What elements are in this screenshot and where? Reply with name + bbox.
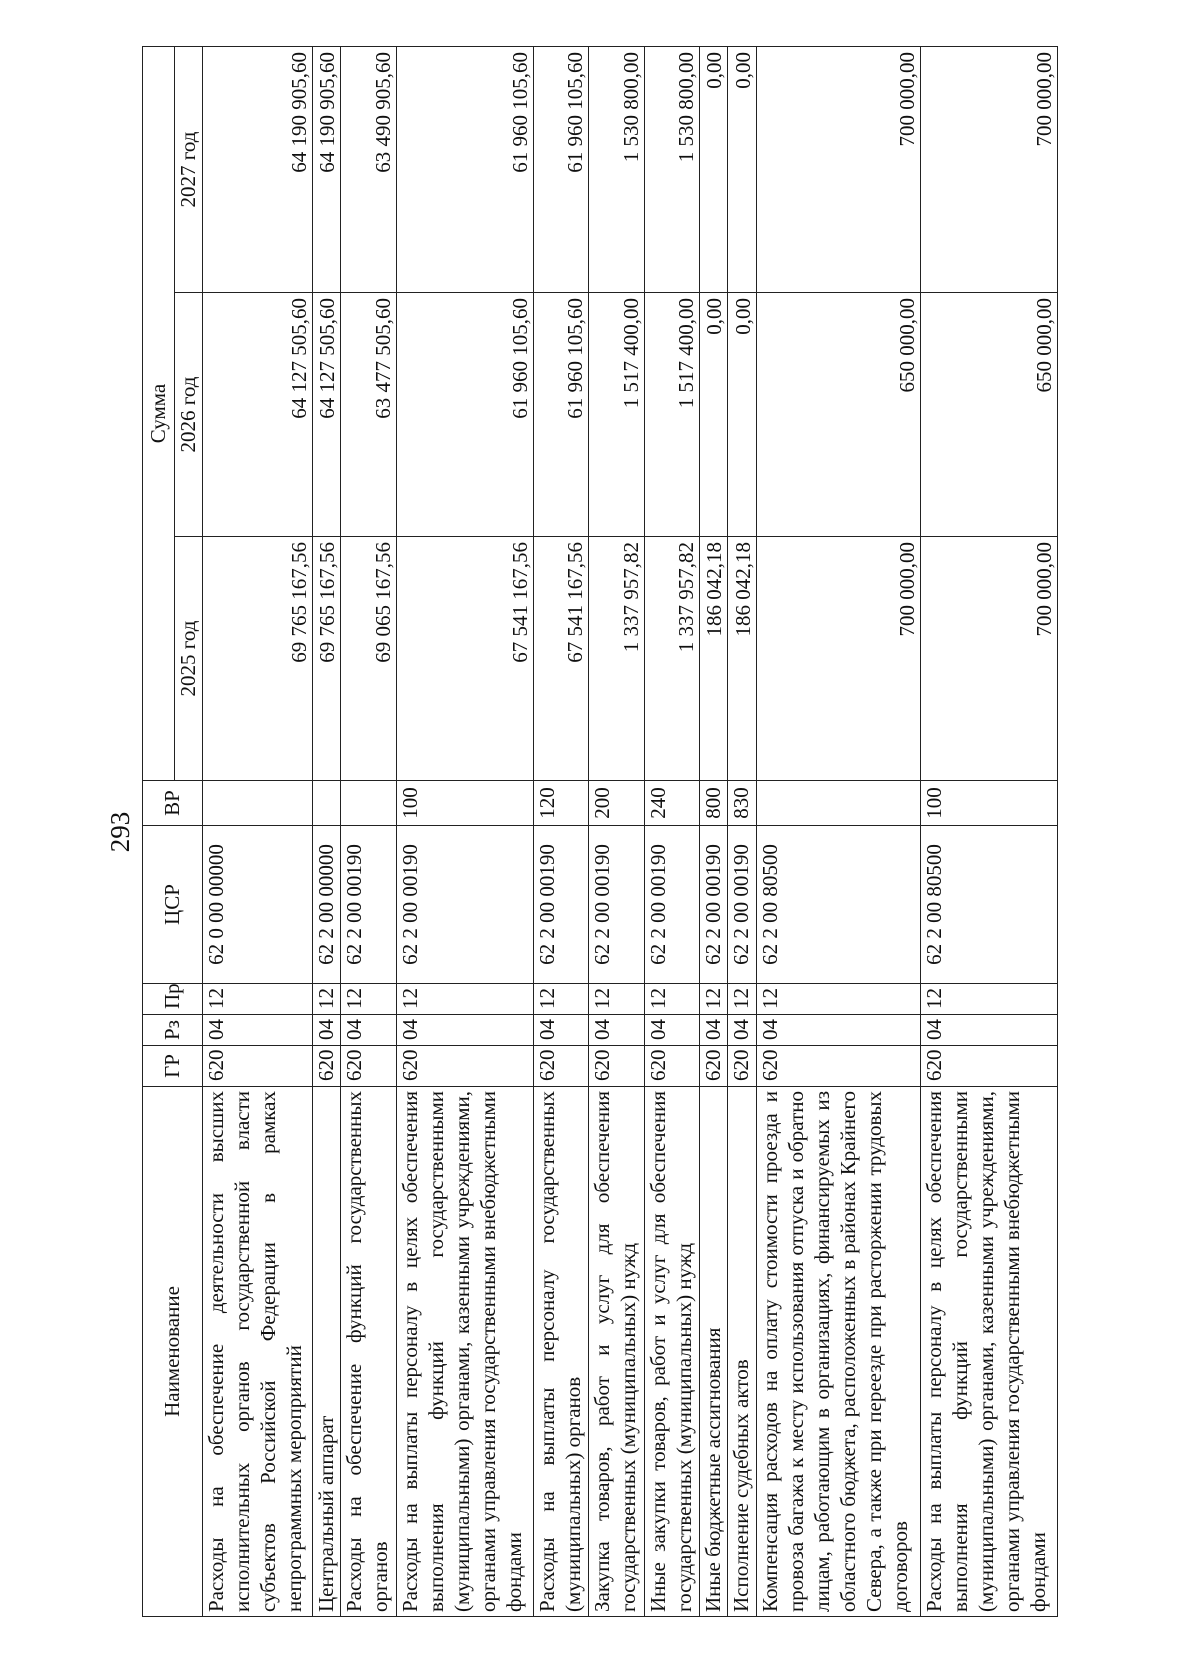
row-gr-cell: 620 [644, 1046, 699, 1087]
row-csr-cell: 62 2 00 80500 [920, 826, 1057, 984]
row-gr-cell: 620 [920, 1046, 1057, 1087]
row-rz-cell: 04 [644, 1015, 699, 1046]
row-vr-cell: 800 [700, 781, 728, 826]
row-rz-cell: 04 [312, 1015, 340, 1046]
budget-table [142, 46, 1058, 1617]
row-2027-cell: 63 490 905,60 [341, 46, 396, 292]
row-csr-cell: 62 2 00 00190 [396, 826, 533, 984]
row-csr-cell: 62 2 00 00190 [589, 826, 644, 984]
row-name-cell: Компенсация расходов на оплату стоимости проезда и провоза багажа к месту использования отпуска и обратно лицам, работающим в организациях, финансируемых из областного бюджета, расположенных в районах Крайнего Севера, а также при переезде при расторжении трудовых договоров [756, 1087, 920, 1617]
row-vr-cell [341, 781, 396, 826]
row-name-cell: Расходы на обеспечение деятельности высших исполнительных органов государственной власти субъектов Российской Федерации в рамках непрограммных мероприятий [203, 1087, 313, 1617]
row-2025-cell: 69 065 167,56 [341, 537, 396, 781]
row-2025-cell: 1 337 957,82 [589, 537, 644, 781]
row-vr-cell: 830 [728, 781, 756, 826]
header-pr: Пр [143, 984, 203, 1015]
row-gr-cell: 620 [589, 1046, 644, 1087]
row-gr-cell: 620 [341, 1046, 396, 1087]
row-2025-cell: 67 541 167,56 [396, 537, 533, 781]
budget-table-rotated [142, 47, 1058, 1617]
row-rz-cell: 04 [533, 1015, 588, 1046]
row-2026-cell: 61 960 105,60 [533, 293, 588, 537]
row-pr-cell: 12 [312, 984, 340, 1015]
row-gr-cell: 620 [533, 1046, 588, 1087]
row-2025-cell: 186 042,18 [728, 537, 756, 781]
row-name-cell: Центральный аппарат [312, 1087, 340, 1617]
row-vr-cell: 100 [920, 781, 1057, 826]
row-vr-cell [203, 781, 313, 826]
row-csr-cell: 62 2 00 00190 [533, 826, 588, 984]
row-name-cell: Иные закупки товаров, работ и услуг для обеспечения государственных (муниципальных) нужд [644, 1087, 699, 1617]
row-pr-cell: 12 [396, 984, 533, 1015]
row-2026-cell: 1 517 400,00 [589, 293, 644, 537]
row-pr-cell: 12 [920, 984, 1057, 1015]
row-pr-cell: 12 [203, 984, 313, 1015]
row-2026-cell: 1 517 400,00 [644, 293, 699, 537]
row-2027-cell: 1 530 800,00 [589, 46, 644, 292]
row-gr-cell: 620 [728, 1046, 756, 1087]
row-name-cell: Закупка товаров, работ и услуг для обеспечения государственных (муниципальных) нужд [589, 1087, 644, 1617]
row-2025-cell: 69 765 167,56 [203, 537, 313, 781]
row-2027-cell: 61 960 105,60 [396, 46, 533, 292]
row-name-cell: Исполнение судебных актов [728, 1087, 756, 1617]
row-csr-cell: 62 2 00 00190 [644, 826, 699, 984]
row-2026-cell: 0,00 [700, 293, 728, 537]
table-row [920, 46, 1057, 1616]
row-rz-cell: 04 [589, 1015, 644, 1046]
row-2025-cell: 186 042,18 [700, 537, 728, 781]
table-body [203, 46, 1058, 1616]
header-rz: Рз [143, 1015, 203, 1046]
header-year-2026: 2026 год [175, 293, 203, 537]
table-row [644, 46, 699, 1616]
row-rz-cell: 04 [920, 1015, 1057, 1046]
row-rz-cell: 04 [203, 1015, 313, 1046]
row-2027-cell: 700 000,00 [756, 46, 920, 292]
row-csr-cell: 62 2 00 80500 [756, 826, 920, 984]
table-row [312, 46, 340, 1616]
table-header [143, 46, 203, 1616]
row-rz-cell: 04 [756, 1015, 920, 1046]
table-row [589, 46, 644, 1616]
table-row [700, 46, 728, 1616]
header-vr: ВР [143, 781, 203, 826]
row-2025-cell: 1 337 957,82 [644, 537, 699, 781]
row-2026-cell: 63 477 505,60 [341, 293, 396, 537]
header-csr: ЦСР [143, 826, 203, 984]
row-vr-cell: 200 [589, 781, 644, 826]
row-2027-cell: 64 190 905,60 [203, 46, 313, 292]
row-pr-cell: 12 [644, 984, 699, 1015]
row-gr-cell: 620 [756, 1046, 920, 1087]
row-2027-cell: 0,00 [728, 46, 756, 292]
row-2026-cell: 61 960 105,60 [396, 293, 533, 537]
row-csr-cell: 62 2 00 00190 [700, 826, 728, 984]
row-pr-cell: 12 [728, 984, 756, 1015]
row-rz-cell: 04 [341, 1015, 396, 1046]
row-rz-cell: 04 [728, 1015, 756, 1046]
row-csr-cell: 62 0 00 00000 [203, 826, 313, 984]
row-name-cell: Расходы на выплаты персоналу в целях обеспечения выполнения функций государственными (муниципальными) органами, казенными учреждениями, органами управления государственными внебюджетными фондами [920, 1087, 1057, 1617]
header-sum: Сумма [143, 46, 175, 780]
row-2026-cell: 64 127 505,60 [203, 293, 313, 537]
row-2025-cell: 67 541 167,56 [533, 537, 588, 781]
row-rz-cell: 04 [700, 1015, 728, 1046]
page-number: 293 [105, 811, 135, 853]
table-row [341, 46, 396, 1616]
row-vr-cell: 240 [644, 781, 699, 826]
row-pr-cell: 12 [341, 984, 396, 1015]
row-gr-cell: 620 [396, 1046, 533, 1087]
row-name-cell: Расходы на обеспечение функций государственных органов [341, 1087, 396, 1617]
row-gr-cell: 620 [312, 1046, 340, 1087]
row-2026-cell: 650 000,00 [756, 293, 920, 537]
row-2025-cell: 69 765 167,56 [312, 537, 340, 781]
header-name: Наименование [143, 1087, 203, 1617]
row-vr-cell: 120 [533, 781, 588, 826]
row-2027-cell: 1 530 800,00 [644, 46, 699, 292]
row-vr-cell [756, 781, 920, 826]
row-name-cell: Расходы на выплаты персоналу государственных (муниципальных) органов [533, 1087, 588, 1617]
row-2026-cell: 650 000,00 [920, 293, 1057, 537]
table-row [203, 46, 313, 1616]
row-vr-cell: 100 [396, 781, 533, 826]
header-year-2027: 2027 год [175, 46, 203, 292]
table-row [728, 46, 756, 1616]
row-2025-cell: 700 000,00 [756, 537, 920, 781]
row-2027-cell: 61 960 105,60 [533, 46, 588, 292]
row-pr-cell: 12 [700, 984, 728, 1015]
row-2027-cell: 700 000,00 [920, 46, 1057, 292]
row-name-cell: Иные бюджетные ассигнования [700, 1087, 728, 1617]
row-pr-cell: 12 [756, 984, 920, 1015]
row-2027-cell: 64 190 905,60 [312, 46, 340, 292]
row-pr-cell: 12 [533, 984, 588, 1015]
row-2026-cell: 64 127 505,60 [312, 293, 340, 537]
row-csr-cell: 62 2 00 00190 [728, 826, 756, 984]
row-2025-cell: 700 000,00 [920, 537, 1057, 781]
table-row [533, 46, 588, 1616]
table-row [756, 46, 920, 1616]
row-name-cell: Расходы на выплаты персоналу в целях обеспечения выполнения функций государственными (муниципальными) органами, казенными учреждениями, органами управления государственными внебюджетными фондами [396, 1087, 533, 1617]
row-vr-cell [312, 781, 340, 826]
row-gr-cell: 620 [700, 1046, 728, 1087]
table-row [396, 46, 533, 1616]
row-2026-cell: 0,00 [728, 293, 756, 537]
header-year-2025: 2025 год [175, 537, 203, 781]
row-csr-cell: 62 2 00 00190 [341, 826, 396, 984]
row-pr-cell: 12 [589, 984, 644, 1015]
row-2027-cell: 0,00 [700, 46, 728, 292]
row-csr-cell: 62 2 00 00000 [312, 826, 340, 984]
row-rz-cell: 04 [396, 1015, 533, 1046]
header-gr: ГР [143, 1046, 203, 1087]
row-gr-cell: 620 [203, 1046, 313, 1087]
